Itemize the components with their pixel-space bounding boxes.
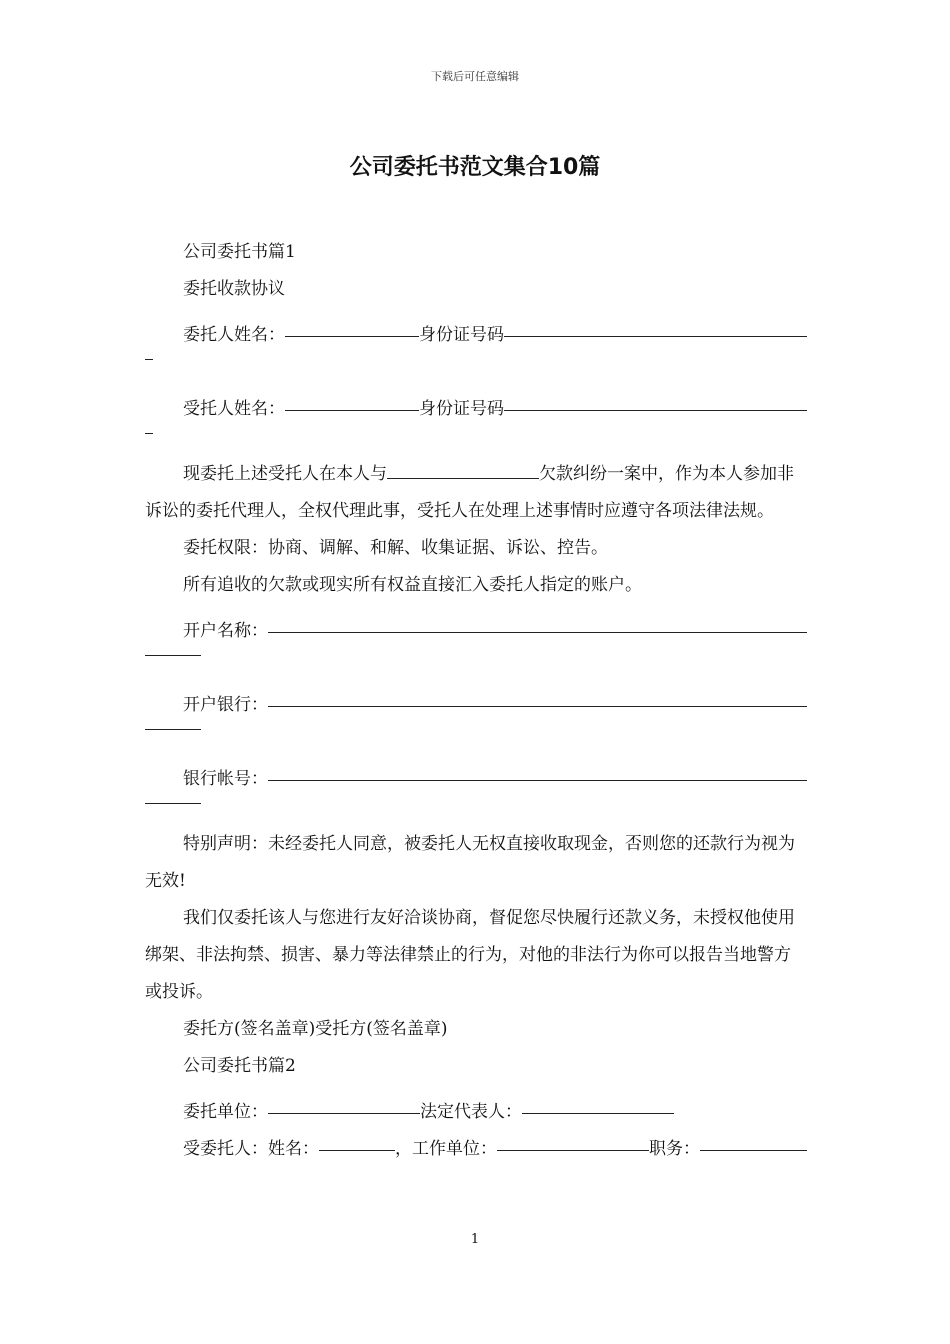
trustee-name-blank xyxy=(319,1132,395,1151)
position-blank xyxy=(700,1128,807,1151)
authority-line: 委托权限：协商、调解、和解、收集证据、诉讼、控告。 xyxy=(183,538,608,558)
principal-id-label: 身份证号码 xyxy=(419,325,504,345)
agent-id-label: 身份证号码 xyxy=(419,399,504,419)
page-number: 1 xyxy=(470,1232,480,1247)
line-tail xyxy=(145,419,807,456)
line-tail xyxy=(145,715,807,752)
account-name-line xyxy=(145,604,807,641)
account-name-blank xyxy=(268,610,807,633)
principal-id-blank xyxy=(504,314,807,337)
account-no-blank xyxy=(268,758,807,781)
agent-name-line xyxy=(145,382,807,419)
trustee-label: 受委托人：姓名： xyxy=(183,1139,319,1159)
entrust-unit-blank xyxy=(268,1095,420,1114)
collection-line: 所有追收的欠款或现实所有权益直接汇入委托人指定的账户。 xyxy=(183,575,642,595)
legal-rep-blank xyxy=(522,1095,674,1114)
trustee-line xyxy=(145,1122,807,1159)
legal-rep-label: 法定代表人： xyxy=(420,1102,522,1122)
agent-name-label: 受托人姓名： xyxy=(183,399,285,419)
signatures-line: 委托方(签名盖章)受托方(签名盖章) xyxy=(183,1019,448,1039)
principal-name-blank xyxy=(285,318,419,337)
special-statement: 特别声明：未经委托人同意，被委托人无权直接收取现金，否则您的还款行为视为无效! xyxy=(145,834,795,891)
entrust-unit-line xyxy=(145,1085,807,1122)
work-unit-label: ，工作单位： xyxy=(395,1139,497,1159)
bank-blank xyxy=(268,684,807,707)
agent-name-blank xyxy=(285,392,419,411)
bank-line xyxy=(145,678,807,715)
account-name-label: 开户名称： xyxy=(183,621,268,641)
document-body xyxy=(145,234,807,1159)
account-no-label: 银行帐号： xyxy=(183,769,268,789)
work-unit-blank xyxy=(497,1132,649,1151)
principal-name-line xyxy=(145,308,807,345)
bank-label: 开户银行： xyxy=(183,695,268,715)
page-header: 下载后可任意编辑 xyxy=(431,70,519,83)
subtitle-collection-agreement: 委托收款协议 xyxy=(183,279,285,299)
entrust-unit-label: 委托单位： xyxy=(183,1102,268,1122)
principal-name-label: 委托人姓名： xyxy=(183,325,285,345)
section-title-2: 公司委托书篇2 xyxy=(183,1056,296,1076)
line-tail xyxy=(145,789,807,826)
document-title: 公司委托书范文集合10篇 xyxy=(349,155,601,180)
agent-id-blank xyxy=(504,388,807,411)
paragraph-instructions: 我们仅委托该人与您进行友好洽谈协商，督促您尽快履行还款义务，未授权他使用绑架、非法拘禁、损害、暴力等法律禁止的行为，对他的非法行为你可以报告当地警方或投诉。 xyxy=(145,908,795,1002)
paragraph-entrustment: 现委托上述受托人在本人与 欠款纠纷一案中，作为本人参加非诉讼的委托代理人，全权代理此事，受托人在处理上述事情时应遵守各项法律法规。 xyxy=(145,456,807,530)
account-no-line xyxy=(145,752,807,789)
section-title-1: 公司委托书篇1 xyxy=(183,242,296,262)
creditor-blank xyxy=(387,460,539,479)
line-tail xyxy=(145,345,807,382)
line-tail xyxy=(145,641,807,678)
position-label: 职务： xyxy=(649,1139,700,1159)
